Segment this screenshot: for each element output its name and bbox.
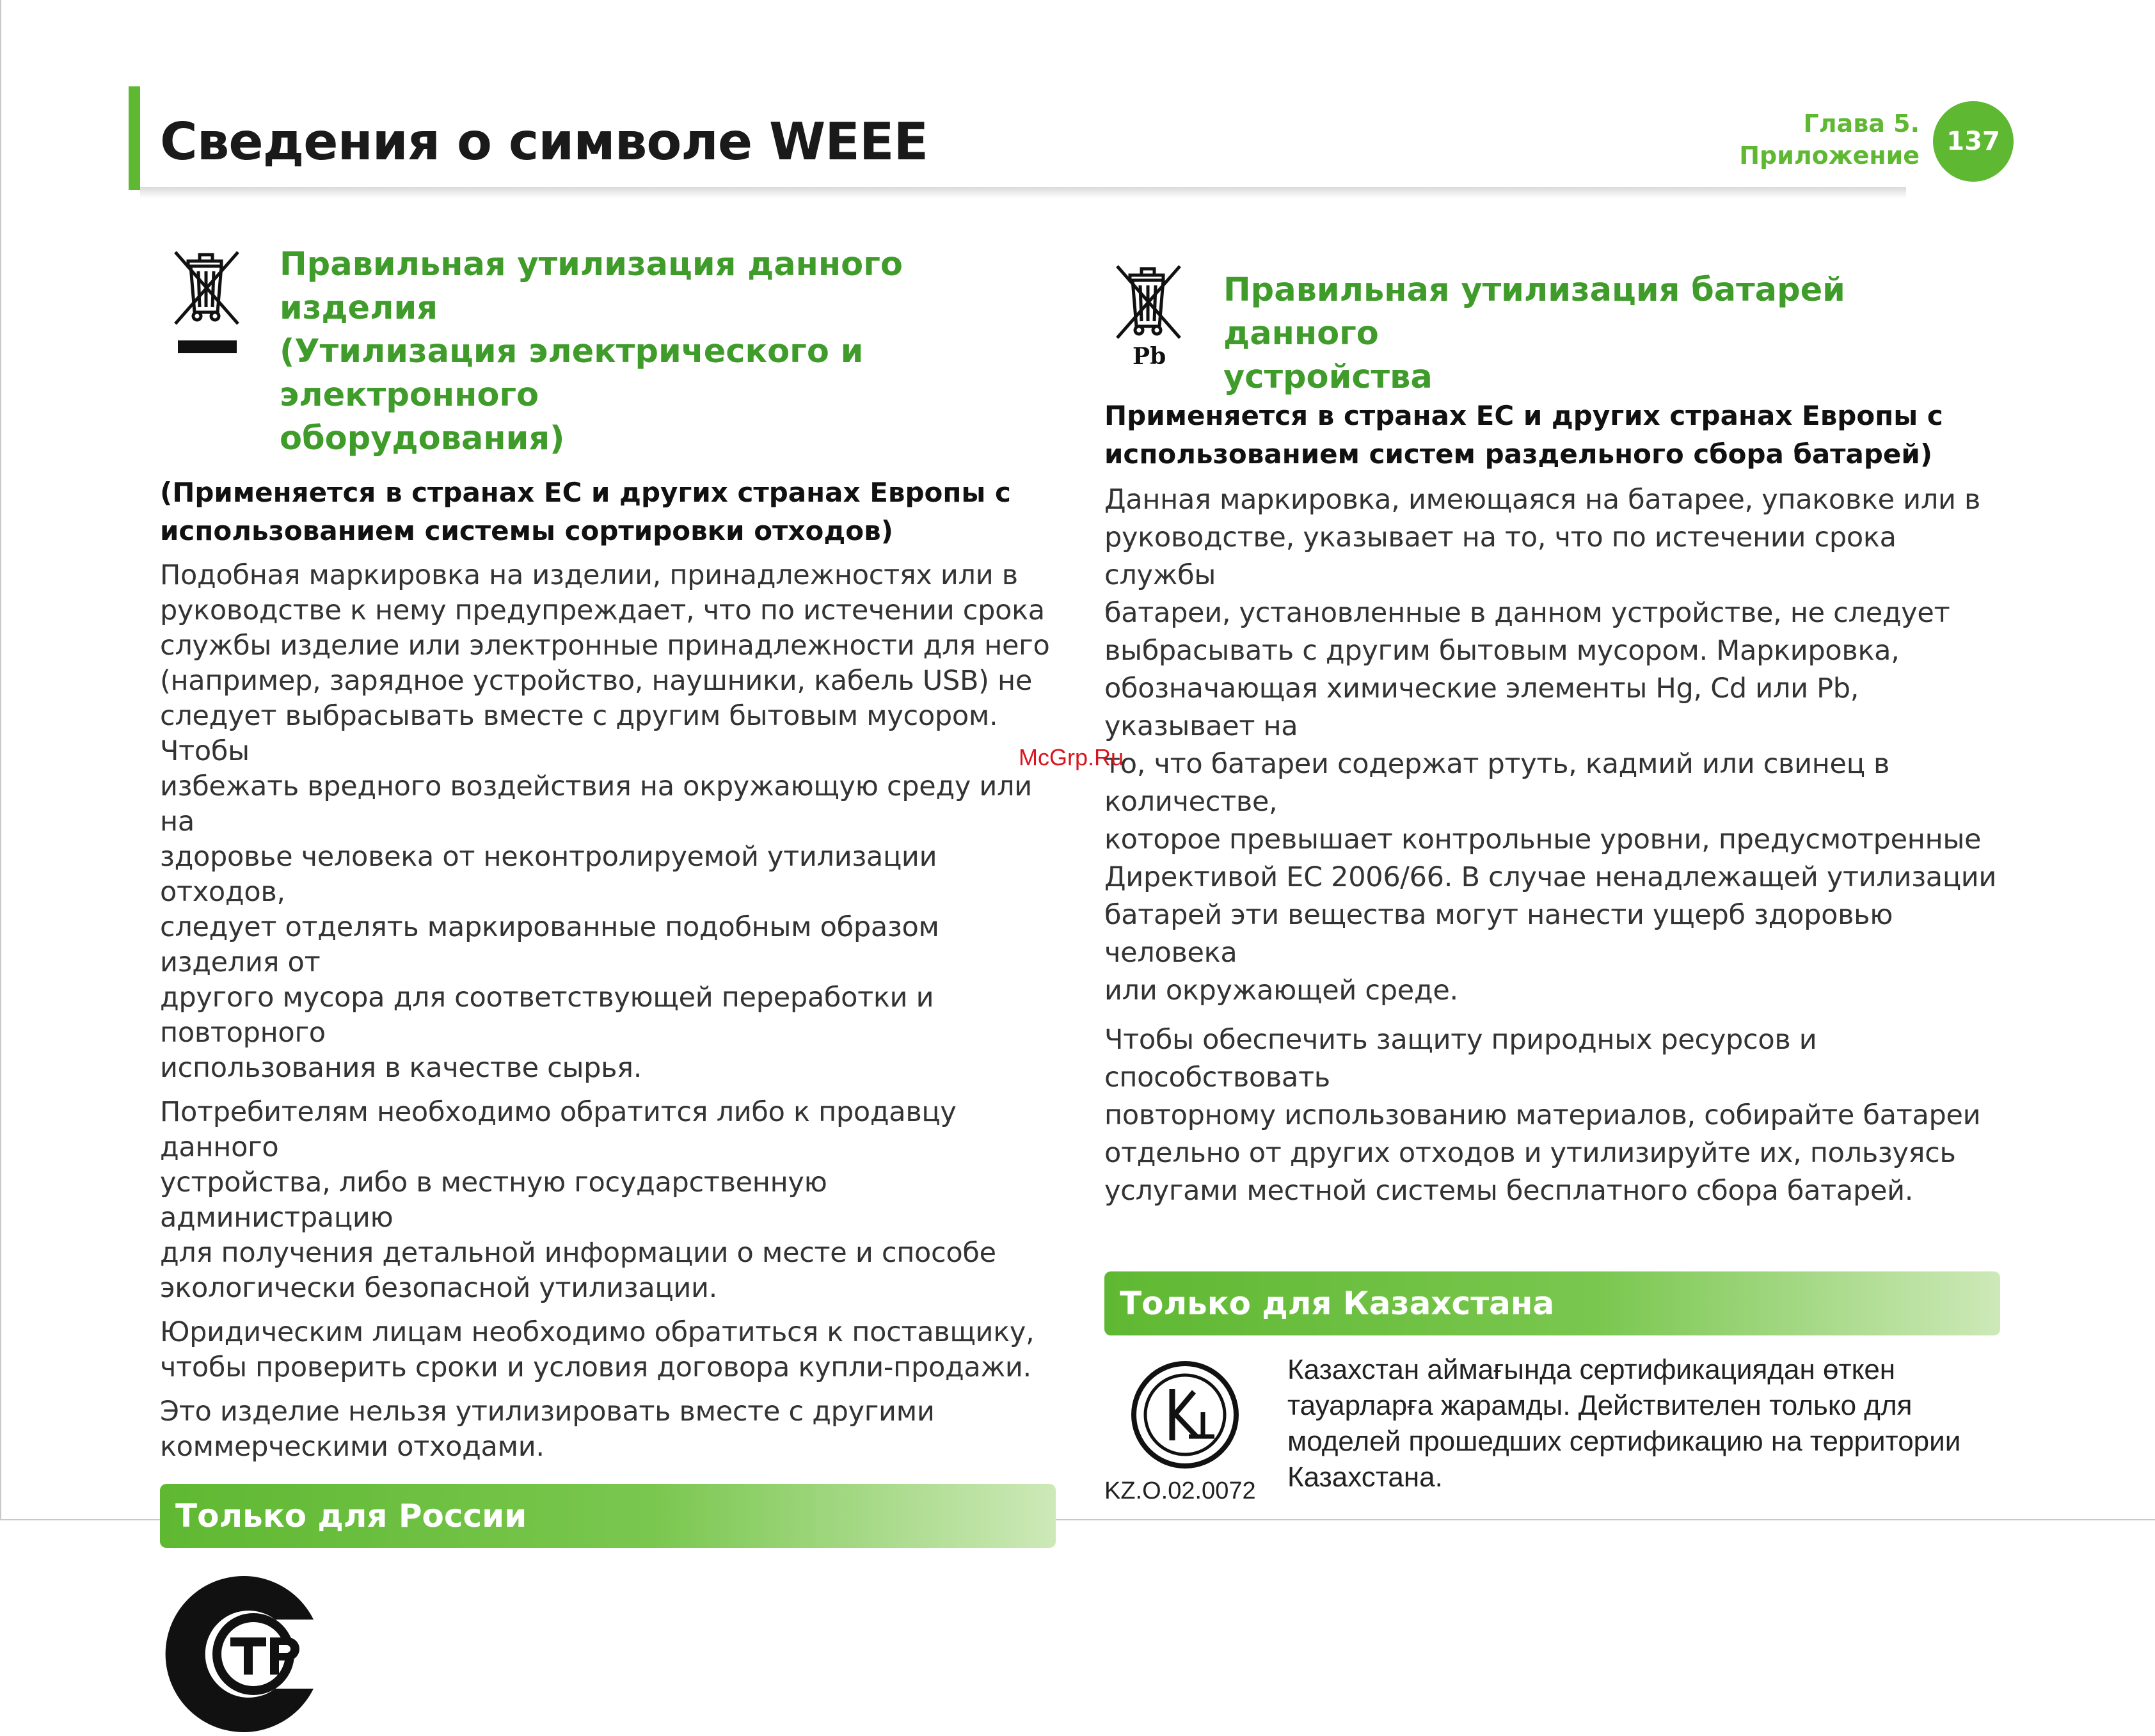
text-line: Чтобы обеспечить защиту природных ресурсов и способствовать: [1104, 1024, 1817, 1094]
text-line: Данная маркировка, имеющаяся на батарее, упаковке или в: [1104, 484, 1981, 516]
weee-section-header: [160, 243, 1056, 461]
text-line: моделей прошедших сертификацию на территории: [1287, 1426, 1961, 1457]
battery-paragraph-2: [1104, 1021, 2000, 1210]
weee-paragraph-4: [160, 1394, 1056, 1465]
weee-paragraph-1: [160, 558, 1056, 1086]
text-line: устройства, либо в местную государственную администрацию: [160, 1167, 827, 1234]
text-line: которое превышает контрольные уровни, предусмотренные: [1104, 824, 1982, 856]
text-line: (например, зарядное устройство, наушники, кабель USB) не: [160, 665, 1032, 697]
text-line: экологически безопасной утилизации.: [160, 1272, 718, 1304]
weee-bin-icon: [160, 243, 280, 365]
text-line: руководстве, указывает на то, что по истечении срока службы: [1104, 522, 1897, 591]
text-line: или окружающей среде.: [1104, 975, 1458, 1007]
text-line: тауарларға жарамды. Действителен только для: [1287, 1390, 1912, 1421]
text-line: отдельно от других отходов и утилизируйте их, пользуясь: [1104, 1137, 1956, 1169]
pb-label: Pb: [1133, 343, 1166, 370]
subtitle-line: использованием системы сортировки отходов): [160, 515, 893, 546]
page-title: Сведения о символе WEEE: [160, 112, 928, 171]
kazakhstan-cert-block: [1104, 1352, 2000, 1505]
text-line: для получения детальной информации о месте и способе: [160, 1237, 996, 1269]
text-line: чтобы проверить сроки и условия договора купли-продажи.: [160, 1351, 1031, 1383]
text-line: службы изделие или электронные принадлежности для него: [160, 630, 1050, 662]
title-accent-bar: [129, 86, 140, 190]
text-line: следует отделять маркированные подобным образом изделия от: [160, 911, 939, 978]
weee-subtitle: [160, 474, 1056, 550]
chapter-name: Приложение: [1739, 141, 1920, 170]
watermark: McGrp.Ru: [1019, 744, 1124, 770]
left-column: [160, 243, 1056, 1736]
text-line: Казахстана.: [1287, 1461, 1443, 1493]
weee-section-title: [280, 243, 1056, 461]
battery-subtitle: [1104, 397, 2000, 474]
text-line: Подобная маркировка на изделии, принадлежностях или в: [160, 559, 1018, 591]
text-line: услугами местной системы бесплатного сбора батарей.: [1104, 1175, 1914, 1207]
text-line: то, что батареи содержат ртуть, кадмий или свинец в количестве,: [1104, 748, 1890, 818]
text-line: коммерческими отходами.: [160, 1431, 545, 1463]
battery-paragraph-1: [1104, 481, 2000, 1010]
text-line: избежать вредного воздействия на окружающую среду или на: [160, 770, 1032, 838]
eac-mark-icon: [160, 1573, 1056, 1736]
title-divider: [140, 187, 1906, 198]
page-number-badge: 137: [1933, 101, 2014, 182]
chapter-number: Глава 5.: [1803, 109, 1920, 138]
text-line: батареи, установленные в данном устройстве, не следует: [1104, 597, 1950, 629]
text-line: Директивой ЕС 2006/66. В случае ненадлежащей утилизации: [1104, 861, 1997, 893]
text-line: Юридическим лицам необходимо обратиться к поставщику,: [160, 1316, 1035, 1348]
weee-paragraph-2: [160, 1095, 1056, 1306]
text-line: обозначающая химические элементы Hg, Cd или Pb, указывает на: [1104, 673, 1859, 742]
text-line: Это изделие нельзя утилизировать вместе с другими: [160, 1396, 935, 1428]
title-line: Правильная утилизация данного изделия: [280, 246, 903, 327]
kz-cert-text: [1287, 1352, 1960, 1505]
subtitle-line: использованием систем раздельного сбора батарей): [1104, 438, 1933, 470]
text-line: здоровье человека от неконтролируемой утилизации отходов,: [160, 841, 937, 908]
text-line: использования в качестве сырья.: [160, 1052, 642, 1084]
title-line: оборудования): [280, 420, 565, 458]
kz-cert-code: KZ.O.02.0072: [1104, 1477, 1256, 1504]
text-line: Казахстан аймағында сертификациядан өткен: [1287, 1354, 1896, 1385]
subtitle-line: Применяется в странах ЕС и других странах Европы с: [1104, 400, 1943, 431]
text-line: другого мусора для соответствующей переработки и повторного: [160, 982, 934, 1049]
subtitle-line: (Применяется в странах ЕС и других странах Европы с: [160, 477, 1011, 508]
text-line: руководстве к нему предупреждает, что по истечении срока: [160, 594, 1045, 626]
kz-cert-mark: [1104, 1352, 1287, 1505]
kz-cert-icon: [1127, 1357, 1243, 1472]
title-line: устройства: [1223, 358, 1433, 396]
battery-section-title: [1223, 243, 2000, 399]
text-line: повторному использованию материалов, собирайте батареи: [1104, 1099, 1981, 1131]
kazakhstan-only-band: Только для Казахстана: [1104, 1271, 2000, 1335]
battery-section-header: [1104, 243, 2000, 399]
text-line: Потребителям необходимо обратится либо к продавцу данного: [160, 1096, 957, 1163]
weee-paragraph-3: [160, 1315, 1056, 1385]
chapter-label: [1739, 108, 1920, 171]
title-line: Правильная утилизация батарей данного: [1223, 271, 1845, 353]
text-line: выбрасывать с другим бытовым мусором. Маркировка,: [1104, 635, 1900, 667]
right-column: [1104, 243, 2000, 1505]
russia-only-band: Только для России: [160, 1484, 1056, 1548]
text-line: батарей эти вещества могут нанести ущерб здоровью человека: [1104, 899, 1893, 969]
text-line: следует выбрасывать вместе с другим бытовым мусором. Чтобы: [160, 700, 998, 767]
title-line: (Утилизация электрического и электронного: [280, 333, 864, 414]
